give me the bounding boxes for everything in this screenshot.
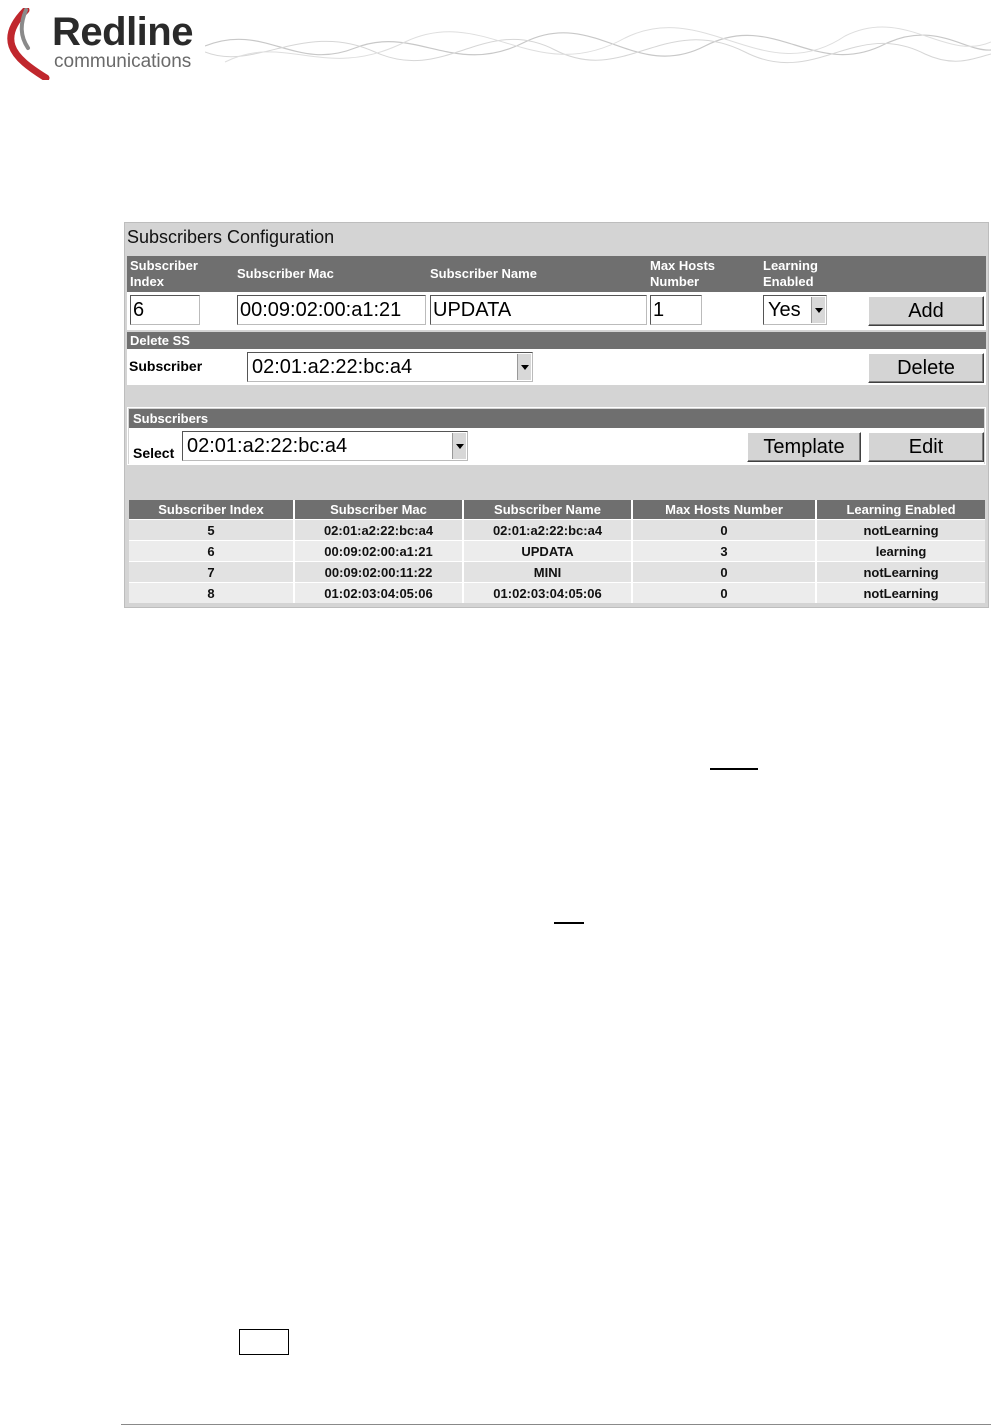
header-subscriber-mac: Subscriber Mac — [237, 266, 334, 281]
chevron-down-icon[interactable] — [452, 433, 466, 459]
subscriber-select-value: 02:01:a2:22:bc:a4 — [187, 435, 348, 457]
cell-mac: 02:01:a2:22:bc:a4 — [294, 520, 463, 541]
subscribers-configuration-panel — [124, 222, 989, 608]
delete-subscriber-select[interactable] — [247, 352, 533, 382]
learning-enabled-select[interactable] — [763, 295, 827, 325]
subscriber-select[interactable] — [182, 431, 468, 461]
delete-ss-header — [127, 332, 986, 349]
cell-max-hosts: 0 — [632, 520, 816, 541]
cell-learning: notLearning — [816, 583, 985, 604]
column-learning-enabled: Learning Enabled — [816, 500, 985, 520]
subscriber-label: Subscriber — [129, 358, 203, 374]
template-button[interactable]: Template — [747, 432, 861, 462]
underline-mark — [554, 922, 584, 924]
cell-name: MINI — [463, 562, 632, 583]
table-row[interactable] — [129, 520, 985, 541]
table-header-row — [129, 500, 985, 520]
cell-name: 02:01:a2:22:bc:a4 — [463, 520, 632, 541]
cell-max-hosts: 0 — [632, 562, 816, 583]
subscriber-table — [129, 500, 985, 603]
header-subscriber-name: Subscriber Name — [430, 266, 537, 281]
empty-box — [239, 1329, 289, 1355]
table-row[interactable] — [129, 562, 985, 583]
cell-mac: 00:09:02:00:a1:21 — [294, 541, 463, 562]
footer-divider — [121, 1424, 991, 1425]
cell-max-hosts: 0 — [632, 583, 816, 604]
header-subscriber-index: Subscriber Index — [130, 258, 198, 289]
table-row[interactable] — [129, 541, 985, 562]
brand-name: Redline — [52, 10, 193, 54]
column-subscriber-index: Subscriber Index — [129, 500, 294, 520]
chevron-down-icon[interactable] — [811, 297, 825, 323]
table-row[interactable] — [129, 583, 985, 604]
add-button[interactable]: Add — [868, 296, 984, 326]
cell-index: 7 — [129, 562, 294, 583]
cell-max-hosts: 3 — [632, 541, 816, 562]
cell-mac: 01:02:03:04:05:06 — [294, 583, 463, 604]
cell-learning: notLearning — [816, 562, 985, 583]
cell-index: 6 — [129, 541, 294, 562]
subscriber-index-input[interactable]: 6 — [130, 295, 200, 325]
header-wave-graphic — [205, 2, 991, 94]
cell-learning: learning — [816, 541, 985, 562]
select-label: Select — [133, 445, 175, 461]
redline-logo-icon — [6, 8, 50, 80]
delete-subscriber-value: 02:01:a2:22:bc:a4 — [252, 356, 413, 378]
panel-title: Subscribers Configuration — [127, 227, 335, 247]
learning-enabled-value: Yes — [768, 299, 801, 321]
cell-index: 5 — [129, 520, 294, 541]
chevron-down-icon[interactable] — [517, 354, 531, 380]
column-max-hosts: Max Hosts Number — [632, 500, 816, 520]
subscribers-title: Subscribers — [133, 411, 209, 426]
delete-ss-title: Delete SS — [130, 333, 190, 348]
cell-index: 8 — [129, 583, 294, 604]
subscriber-name-input[interactable]: UPDATA — [430, 295, 647, 325]
header-learning-enabled: Learning Enabled — [763, 258, 818, 289]
cell-mac: 00:09:02:00:11:22 — [294, 562, 463, 583]
header-max-hosts: Max Hosts Number — [650, 258, 716, 289]
cell-learning: notLearning — [816, 520, 985, 541]
delete-button[interactable]: Delete — [868, 353, 984, 383]
column-subscriber-name: Subscriber Name — [463, 500, 632, 520]
subscriber-mac-input[interactable]: 00:09:02:00:a1:21 — [237, 295, 426, 325]
cell-name: UPDATA — [463, 541, 632, 562]
subscribers-header — [129, 409, 984, 428]
edit-button[interactable]: Edit — [868, 432, 984, 462]
cell-name: 01:02:03:04:05:06 — [463, 583, 632, 604]
add-subscriber-header — [127, 256, 986, 292]
column-subscriber-mac: Subscriber Mac — [294, 500, 463, 520]
brand-tagline: communications — [54, 51, 192, 72]
underline-mark — [710, 768, 758, 770]
max-hosts-input[interactable]: 1 — [650, 295, 702, 325]
